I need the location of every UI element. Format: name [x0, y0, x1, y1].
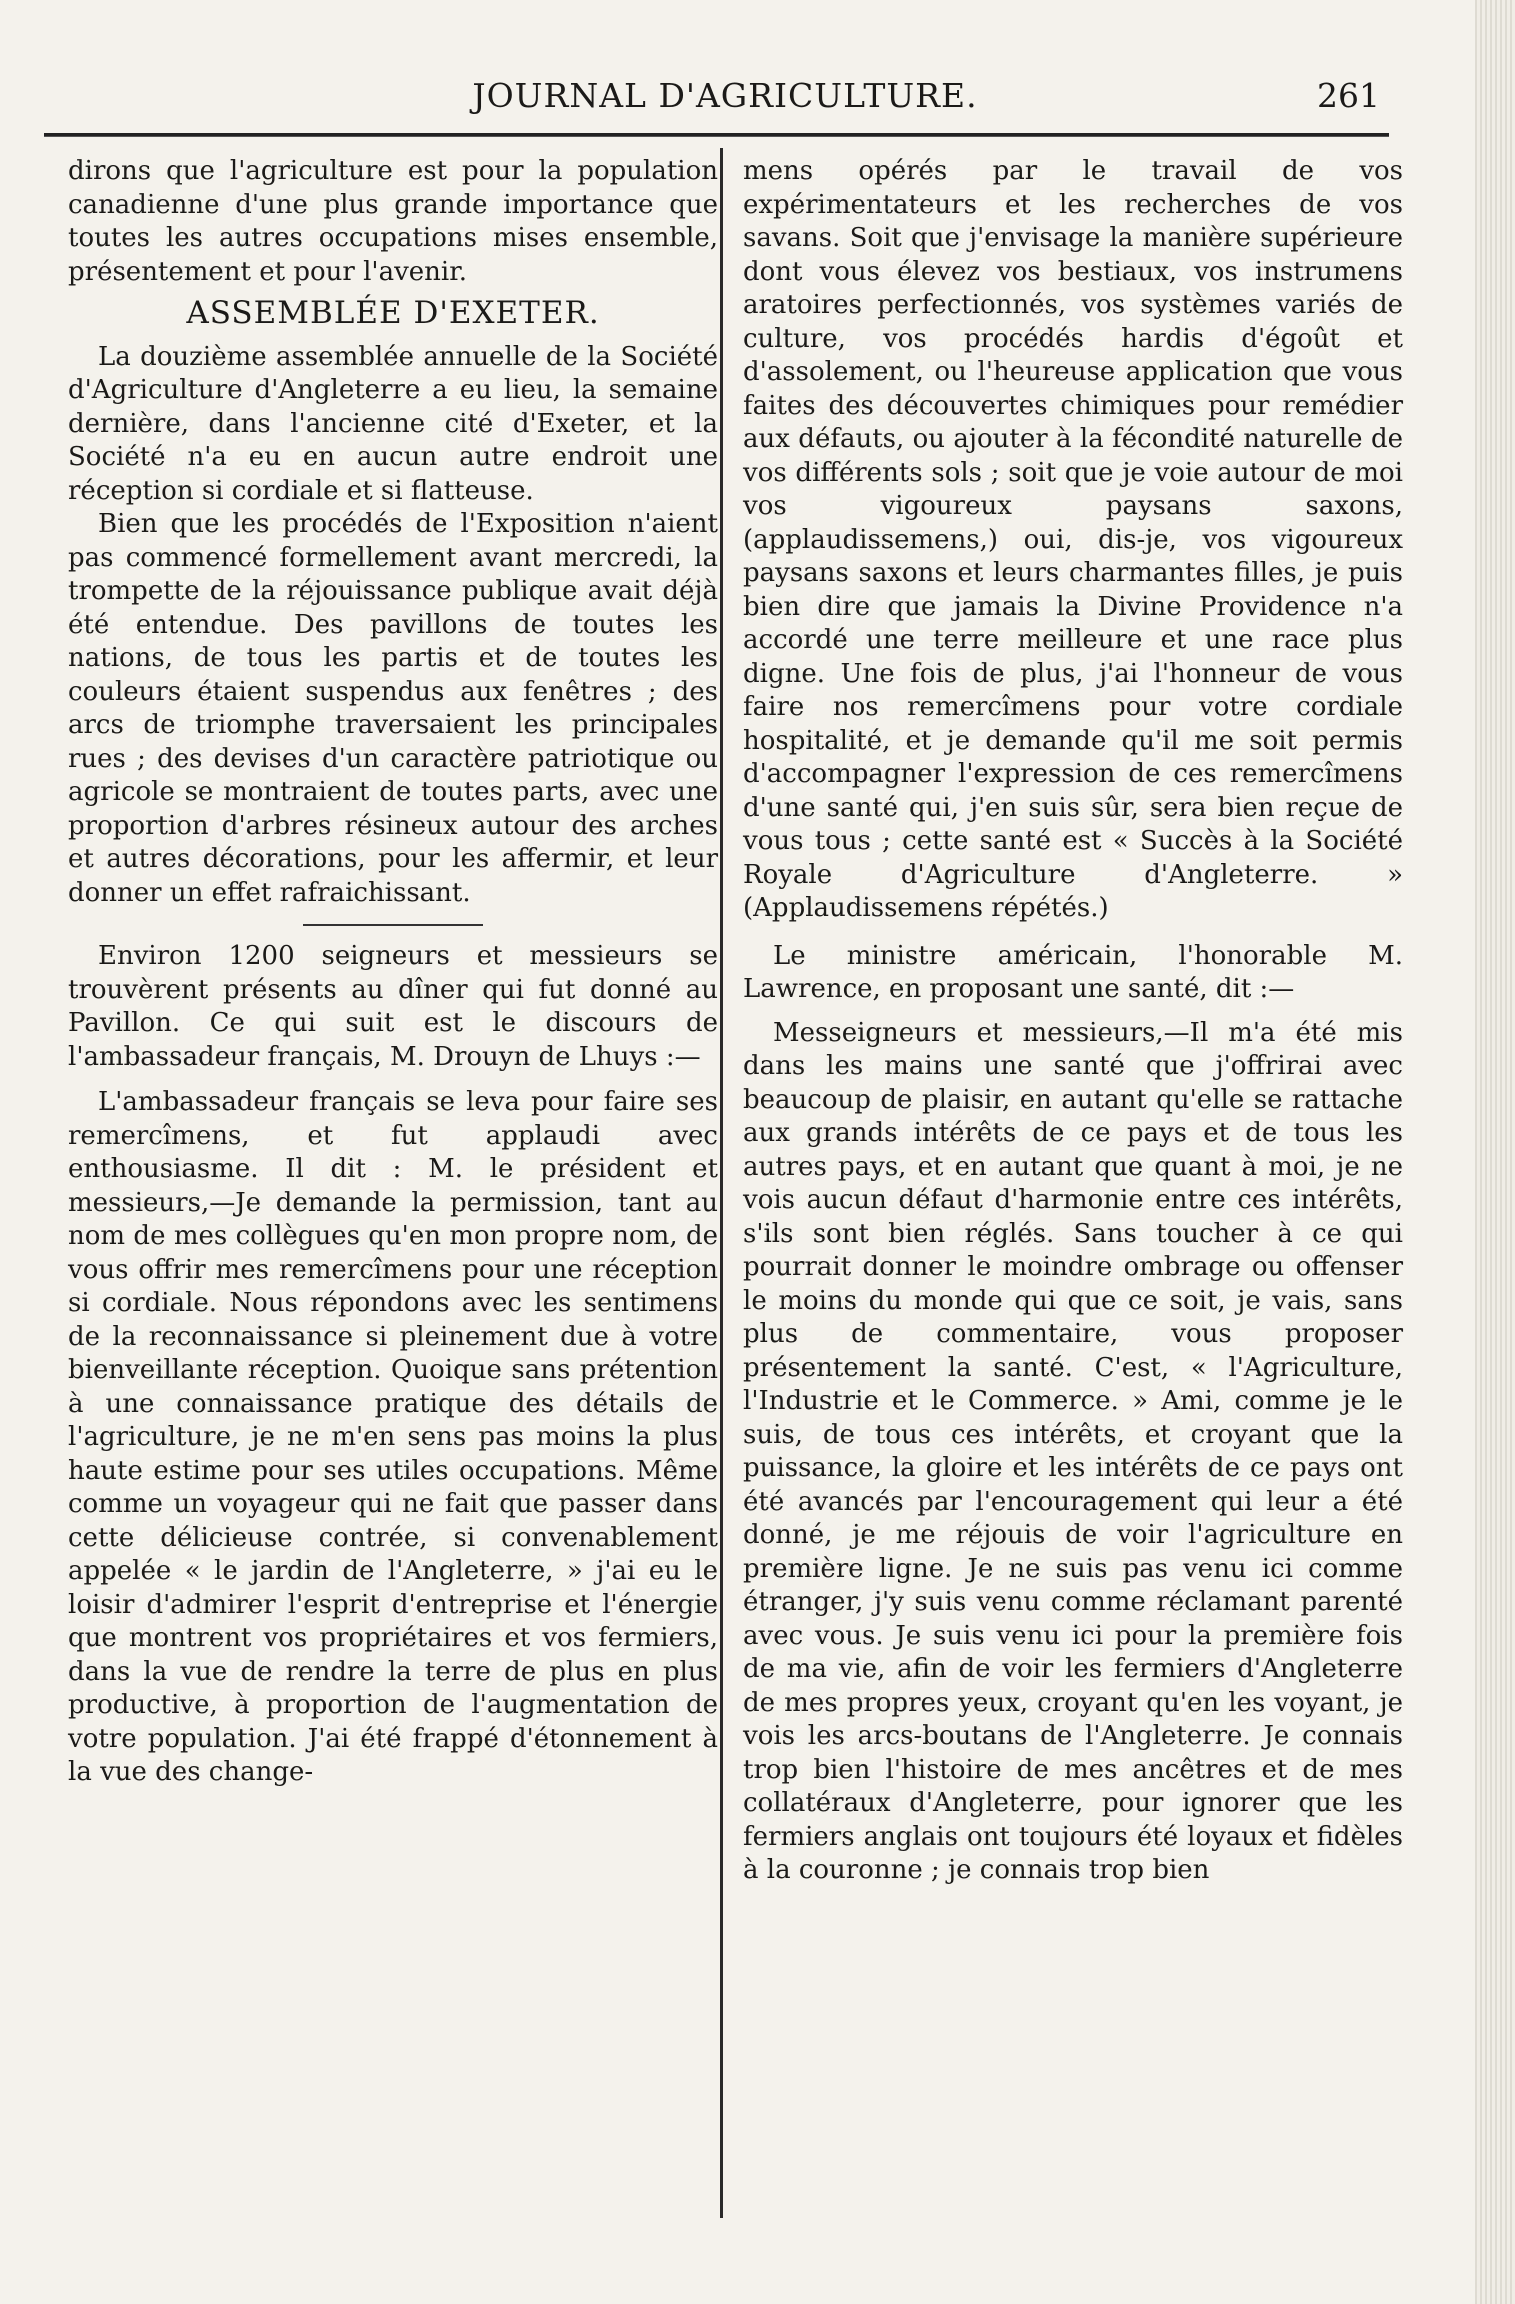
page-header — [60, 72, 1390, 122]
separator-rule — [303, 924, 483, 926]
column-divider — [720, 148, 723, 2218]
paragraph: Environ 1200 seigneurs et messieurs se trouvèrent présents au dîner qui fut donné au Pavillon. Ce qui suit est le discours de l'ambassadeur français, M. Drouyn de Lhuys :— — [68, 941, 718, 1072]
intro-paragraph: dirons que l'agriculture est pour la population canadienne d'une plus grande importance que toutes les autres occupations mises ensemble, présentement et pour l'avenir. — [68, 156, 718, 287]
page-edge — [1475, 0, 1515, 2304]
paragraph: L'ambassadeur français se leva pour faire ses remercîmens, et fut applaudi avec enthousiasme. Il dit : M. le président et messieurs,—Je demande la permission, tant au nom de mes collègues qu'en mon propre nom, de vous offrir mes remercîmens pour une réception si cordiale. Nous répondons avec les sentimens de la reconnaissance si pleinement due à votre bienveillante réception. Quoique sans prétention à une connaissance pratique des détails de l'agriculture, je ne m'en sens pas moins la plus haute estime pour ses utiles occupations. Même comme un voyageur qui ne fait que passer dans cette délicieuse contrée, si convenablement appelée « le jardin de l'Angleterre, » j'ai eu le loisir d'admirer l'esprit d'entreprise et l'énergie que montrent vos propriétaires et vos fermiers, dans la vue de rendre la terre de plus en plus productive, à proportion de l'augmentation de votre population. J'ai été frappé d'étonnement à la vue des change- — [68, 1087, 718, 1787]
paragraph: Bien que les procédés de l'Exposition n'aient pas commencé formellement avant mercredi, la trompette de la réjouissance publique avait déjà été entendue. Des pavillons de toutes les nations, de tous les partis et de toutes les couleurs étaient suspendus aux fenêtres ; des arcs de triomphe traversaient les principales rues ; des devises d'un caractère patriotique ou agricole se montraient de toutes parts, avec une proportion d'arbres résineux autour des arches et autres décorations, pour les affermir, et leur donner un effet rafraichissant. — [68, 509, 718, 908]
continued-paragraph: mens opérés par le travail de vos expérimentateurs et les recherches de vos savans. Soit que j'envisage la manière supérieure dont vous élevez vos bestiaux, vos instrumens aratoires perfectionnés, vos systèmes variés de culture, vos procédés hardis d'égoût et d'assolement, ou l'heureuse application que vous faites des découvertes chimiques pour remédier aux défauts, ou ajouter à la fécondité naturelle de vos différents sols ; soit que je voie autour de moi vos vigoureux paysans saxons, (applaudissemens,) oui, dis-je, vos vigoureux paysans saxons et leurs charmantes filles, je puis bien dire que jamais la Divine Providence n'a accordé une terre meilleure et une race plus digne. Une fois de plus, j'ai l'honneur de vous faire nos remercîmens pour votre cordiale hospitalité, et je demande qu'il me soit permis d'accompagner l'expression de ces remercîmens d'une santé qui, j'en suis sûr, sera bien reçue de vous tous ; cette santé est « Succès à la Société Royale d'Agriculture d'Angleterre. » (Applaudissemens répétés.) — [743, 156, 1403, 923]
paragraph: Le ministre américain, l'honorable M. Lawrence, en proposant une santé, dit :— — [743, 940, 1403, 1004]
section-heading: ASSEMBLÉE D'EXETER. — [186, 295, 600, 331]
paragraph: La douzième assemblée annuelle de la Société d'Agriculture d'Angleterre a eu lieu, la semaine dernière, dans l'ancienne cité d'Exeter, et la Société n'a eu en aucun autre endroit une réception si cordiale et si flatteuse. — [68, 341, 718, 506]
header-rule — [44, 133, 1389, 137]
paragraph: Messeigneurs et messieurs,—Il m'a été mis dans les mains une santé que j'offrirai avec beaucoup de plaisir, en autant qu'elle se rattache aux grands intérêts de ce pays et de tous les autres pays, et en autant que quant à moi, je ne vois aucun défaut d'harmonie entre ces intérêts, s'ils sont bien réglés. Sans toucher à ce qui pourrait donner le moindre ombrage ou offenser le moins du monde qui que ce soit, je vais, sans plus de commentaire, vous proposer présentement la santé. C'est, « l'Agriculture, l'Industrie et le Commerce. » Ami, comme je le suis, de tous ces intérêts, et croyant que la puissance, la gloire et les intérêts de ce pays ont été avancés par l'encouragement qui leur a été donné, je me réjouis de voir l'agriculture en première ligne. Je ne suis pas venu ici comme étranger, j'y suis venu comme réclamant parenté avec vous. Je suis venu ici pour la première fois de ma vie, afin de voir les fermiers d'Angleterre de mes propres yeux, croyant qu'en les voyant, je vois les arcs-boutans de l'Angleterre. Je connais trop bien l'histoire de mes ancêtres et de mes collatéraux d'Angleterre, pour ignorer que les fermiers anglais ont toujours été loyaux et fidèles à la couronne ; je connais trop bien — [743, 1017, 1403, 1885]
page-number: 261 — [1317, 76, 1380, 115]
journal-title: JOURNAL D'AGRICULTURE. — [472, 76, 978, 115]
left-column — [68, 155, 718, 1790]
right-column — [743, 155, 1403, 1888]
